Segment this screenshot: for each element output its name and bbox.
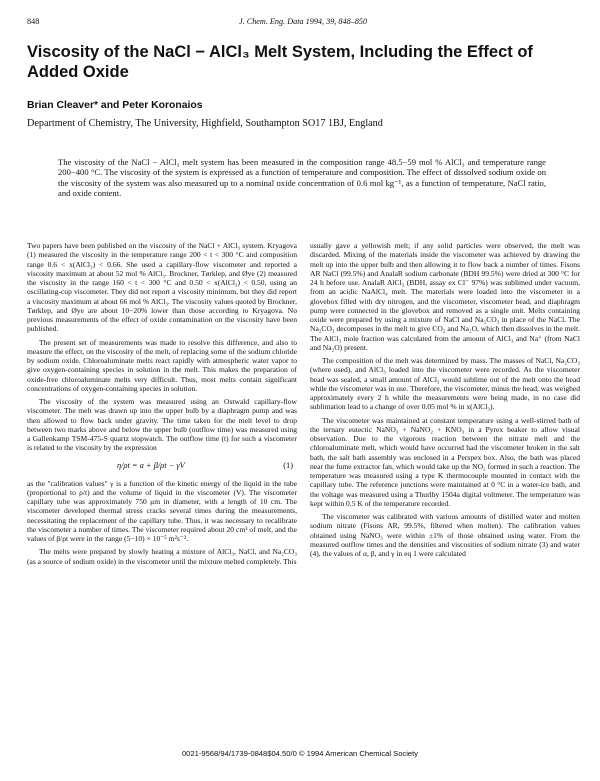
equation: [27, 457, 297, 475]
equation-number: (1): [283, 460, 293, 470]
paragraph: The viscosity of the system was measured using an Ostwald capillary-flow viscometer. The melt was drawn up into the upper bulb by a diaphragm pump and was then allowed to flow back under gravity. The time taken for the melt level to drop between two marks above and below the upper bulb (outflow time) was measured using a Gallenkamp TSM-475-S quartz stopwatch. The outflow time (t) for such a viscometer is related to the viscosity by the expression: [27, 397, 297, 453]
equation-expression: η/ρt = a + β/ρt − γV: [117, 460, 185, 470]
paragraph: The present set of measurements was made to resolve this difference, and also to measure the effect, on the viscosity of the melt, of replacing some of the sodium chloride by sodium oxide. Chloroaluminate melts react rapidly with atmospheric water vapor to give oxygen-containing species in solution in the melt. This makes the preparation of oxide-free chloroaluminate melts very difficult. Thus, most melts contain significant concentrations of oxygen-containing species in solution.: [27, 337, 297, 393]
right-column: [310, 241, 580, 562]
running-header: [27, 16, 577, 28]
left-column: [27, 241, 297, 570]
paragraph: The viscometer was calibrated with various amounts of distilled water and molten sodium nitrate (Fisons AR, 99.5%, filtered when molten). The calibration values obtained using NaNO₃ were within ±1% of those obtained using water. From the measured outflow times and the densities and viscosities of sodium nitrate (3) and water (4), the values of α, β, and γ in eq 1 were calculated: [310, 512, 580, 558]
journal-reference: J. Chem. Eng. Data 1994, 39, 848–850: [239, 17, 368, 26]
paragraph: The composition of the melt was determined by mass. The masses of NaCl, Na₂CO₃ (where used), and AlCl₃ loaded into the viscometer were recorded. As the viscometer head was sealed, a small amount of AlCl₃ would sublime out of the melt onto the head while the viscometer was in use. Therefore, the viscometer, minus the head, was weighed approximately every 2 h while the measurements were being made, in no case did sublimation lead to a change of over 0.05 mol % in x(AlCl₃).: [310, 356, 580, 412]
abstract: The viscosity of the NaCl − AlCl₃ melt system has been measured in the composition range 48.5−59 mol % AlCl₃ and temperature range 200−400 °C. The viscosity of the system is expressed as a function of temperature and composition. The effect of dissolved sodium oxide on the viscosity of the system was also measured up to a nominal oxide concentration of 0.6 mol kg⁻¹, as a function of temperature, NaCl ratio, and oxide content.: [58, 157, 546, 198]
paragraph: as the "calibration values" γ is a function of the kinetic energy of the liquid in the tube (proportional to ρ/t) and the volume of liquid in the viscometer (V). The viscometer capillary tube was approximately 750 μm in diameter, with a length of 10 cm. The viscometer developed thermal stress cracks several times during the measurements, necessitating the replacement of the capillary tube. Thus, it was necessary to recalibrate the viscometer a number of times. The viscometer required about 20 cm³ of melt, and the values of β/ρt were in the range (5−10) × 10⁻⁵ m²s⁻².: [27, 478, 297, 543]
paragraph: The melts were prepared by slowly heating a mixture of AlCl₃, NaCl, and Na₂CO₃ (as a source of sodium oxide) in the viscometer until the mixture melted completely. This: [27, 547, 297, 566]
copyright-footer: 0021-9568/94/1739-0848$04.50/0 © 1994 American Chemical Society: [181, 749, 419, 758]
author-list: Brian Cleaver* and Peter Koronaios: [27, 100, 203, 111]
page-number: 848: [27, 17, 40, 26]
affiliation: Department of Chemistry, The University, Highfield, Southampton SO17 1BJ, England: [27, 118, 383, 129]
paragraph: usually gave a yellowish melt; if any solid particles were observed, the melt was discarded. Mixing of the materials inside the viscometer was achieved by drawing the melt up into the upper bulb and then allowing it to flow back a number of times. Fisons AR NaCl (99.5%) and AnalaR sodium carbonate (BDH 99.5%) were dried at 300 °C for 24 h before use. AnalaR AlCl₃ (BDH, assay ex Cl⁻ 97%) was sublimed under vacuum, from an acidic NaAlCl₄ melt. The materials were loaded into the viscometer in a glovebox filled with dry nitrogen, and the viscometer, viscometer head, and diaphragm pump were connected in the glovebox and removed as a single unit. Melts containing oxide were prepared by using a mixture of NaCl and Na₂CO₃ in place of the NaCl. The Na₂CO₃ decomposes in the melt to give CO₂ and Na₂O, which then dissolves in the melt. The AlCl₃ mole fraction was calculated from the amount of AlCl₃ and Na⁺ (from NaCl and Na₂O) present.: [310, 241, 580, 352]
paragraph: The viscometer was maintained at constant temperature using a well-stirred bath of the ternary eutectic NaNO₃ + NaNO₂ + KNO₃ in a Pyrex beaker to allow visual observation. Due to the vigorous reaction between the nitrate melt and the chloroaluminate melt, which would have occurred had the viscometer broken in the salt bath, the salt bath assembly was enclosed in a Perspex box. Also, the bath was placed near the fume extractor fan, which would take up the NO₂ formed in such a reaction. The temperature was measured using a type K thermocouple mounted in contact with the capillary tube. The reference junctions were maintained at 0 °C in a water-ice bath, and the voltage was measured using a Thurlby 1504a digital voltmeter. The temperature was kept within 0.5 K of the temperature recorded.: [310, 415, 580, 508]
paper-title: Viscosity of the NaCl − AlCl₃ Melt System, Including the Effect of Added Oxide: [27, 43, 533, 81]
paragraph: Two papers have been published on the viscosity of the NaCl + AlCl₃ system. Kryagova (1) measured the viscosity in the temperature range 200 < t < 300 °C and composition range 0.6 < x(AlCl₃) < 0.66. She used a capillary-flow viscometer and reported a viscosity maximum at about 52 mol % AlCl₃. Brockner, Tørklep, and Øye (2) measured the viscosity in the range 160 < t < 300 °C and 0.50 < x(AlCl₃) < 0.50, using an oscillating-cup viscometer. They did not report a viscosity minimum, but they did report a viscosity maximum at about 66 mol % AlCl₃. The viscosity values quoted by Brockner, Tørklep, and Øye are about 10−20% lower than those according to Kryagova. No previous measurements of the effect of oxide contamination on the viscosity have been published.: [27, 241, 297, 334]
